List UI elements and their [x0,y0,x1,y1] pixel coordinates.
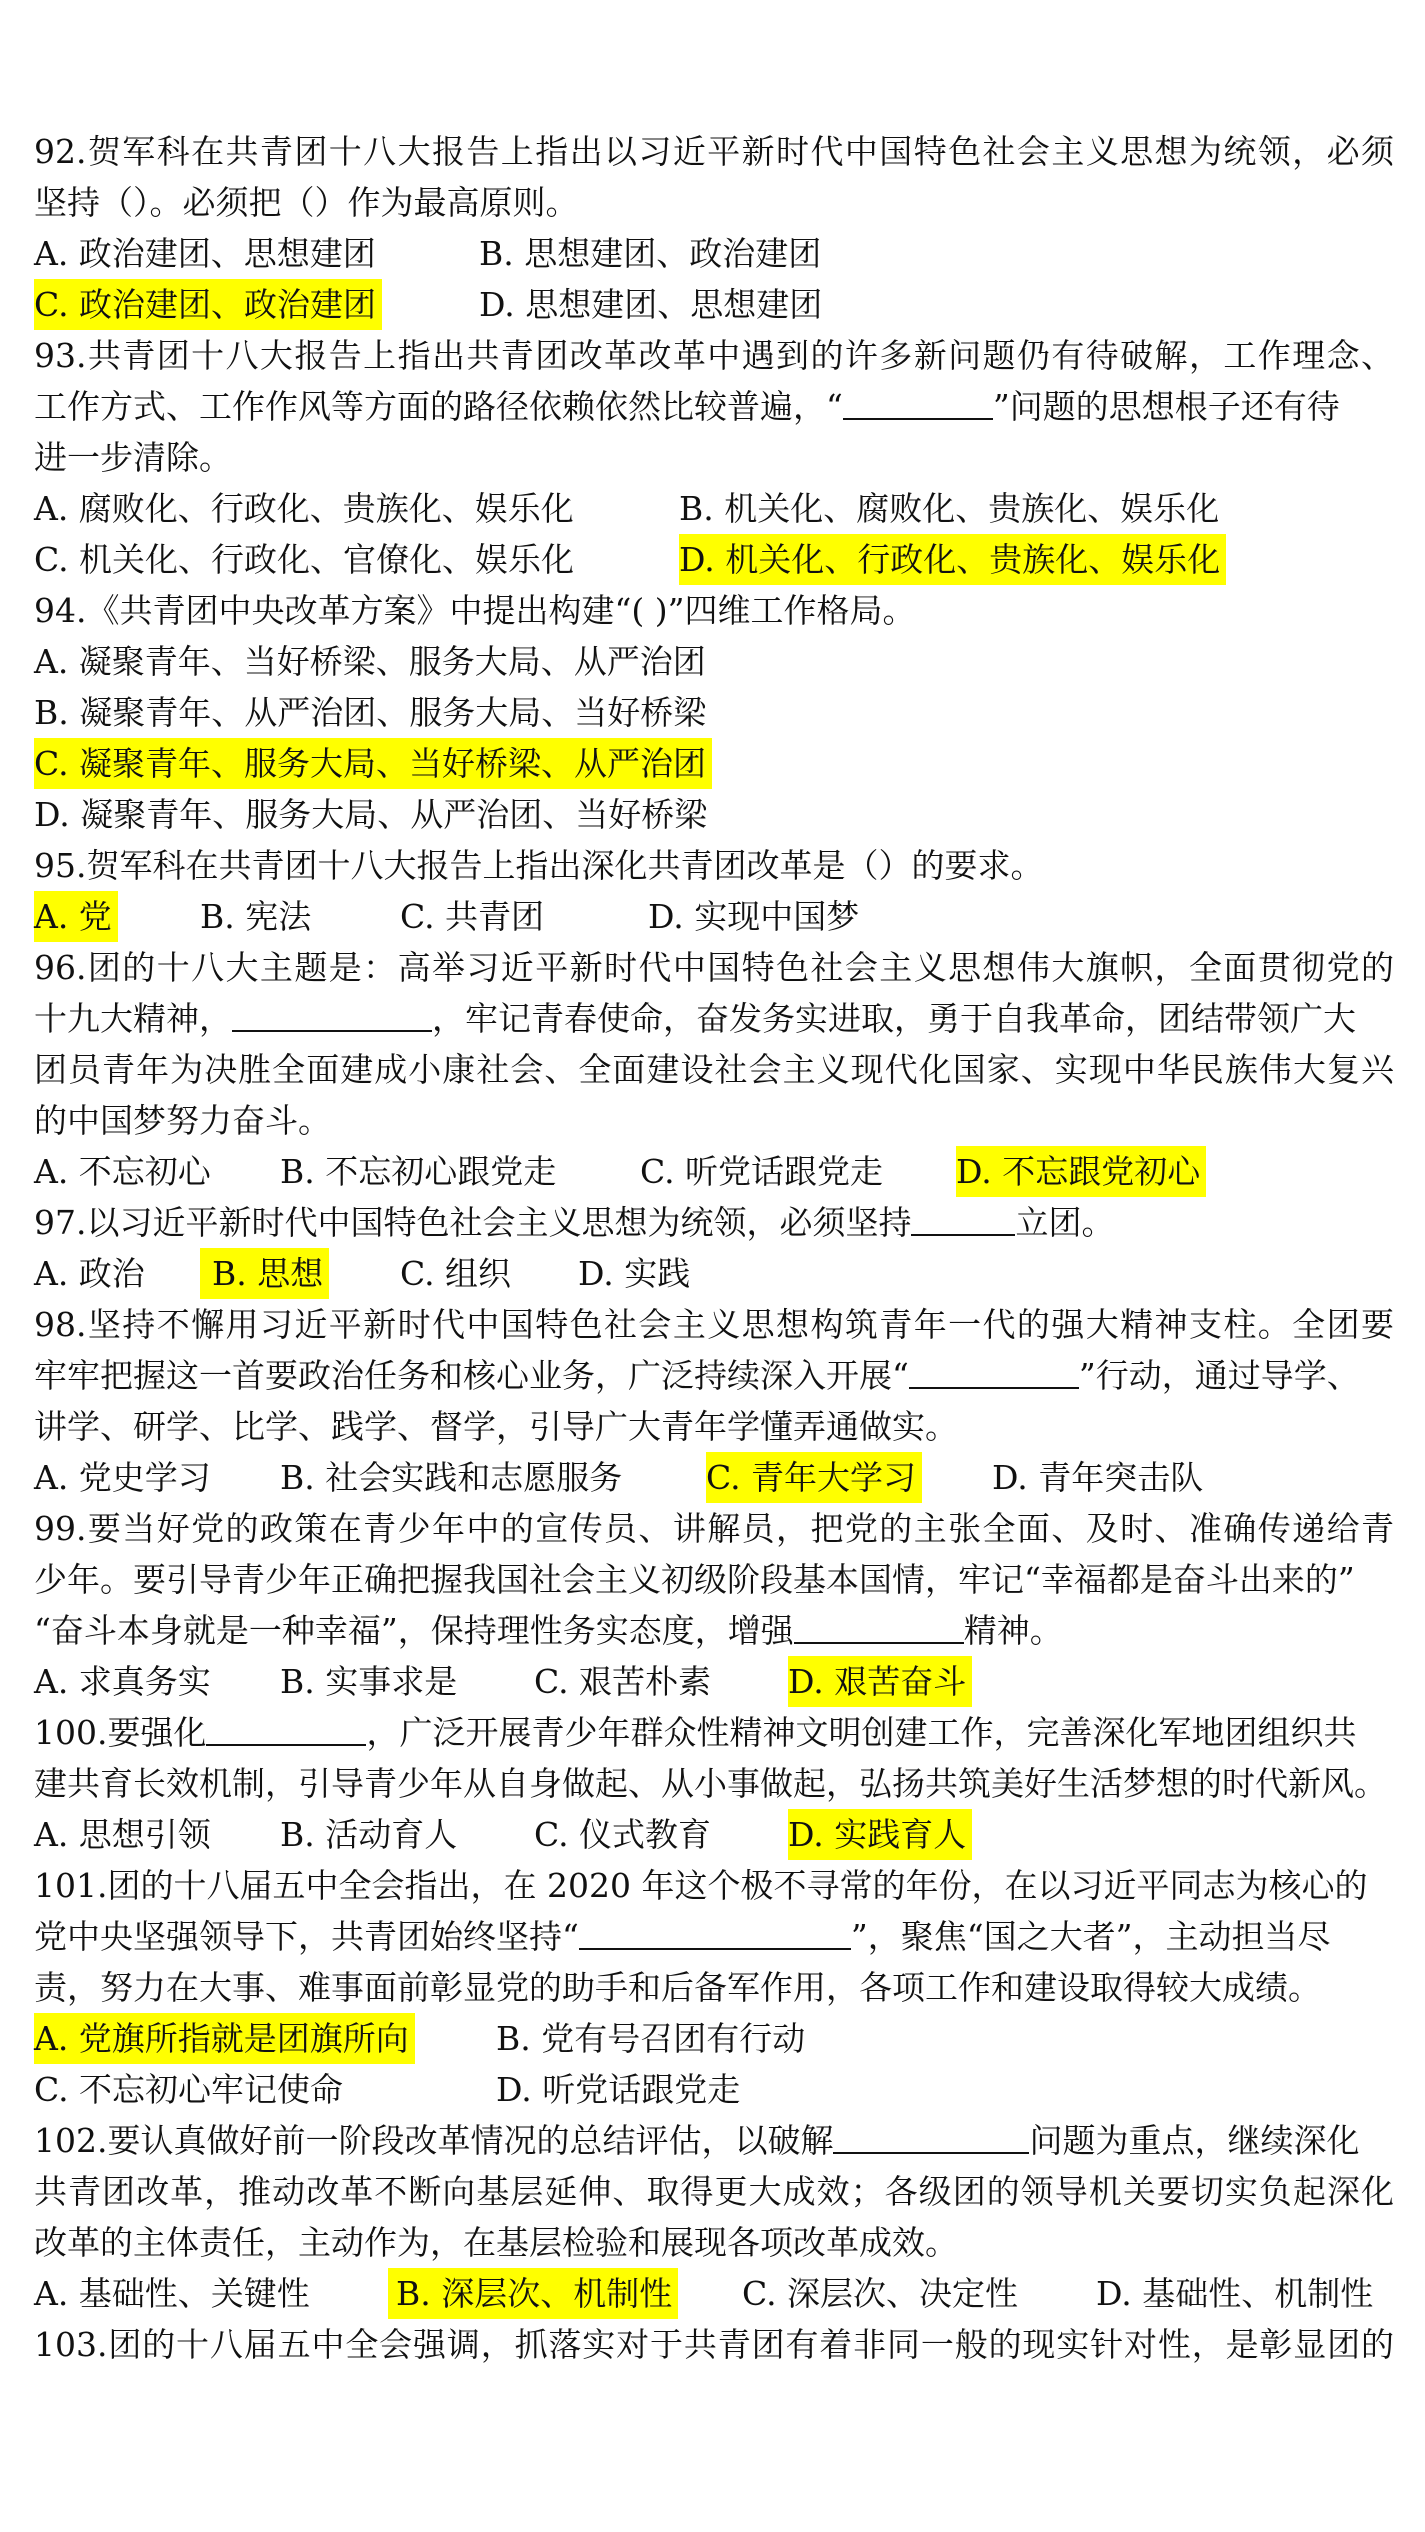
question-96-stem-4 [34,1095,1394,1146]
q99-line-1: 99.要当好党的政策在青少年中的宣传员、讲解员，把党的主张全面、及时、准确传递给青 [34,1509,1394,1548]
question-101-stem [34,1860,1394,1911]
q94-row-b [34,687,1394,738]
question-101-stem-2 [34,1911,1394,1962]
question-100-stem-2 [34,1758,1394,1809]
q92-option-d[interactable]: D. 思想建团、思想建团 [479,285,823,324]
question-99-stem-2 [34,1554,1394,1605]
question-96-stem [34,942,1394,993]
q93-option-d-answer[interactable]: D. 机关化、行政化、贵族化、娱乐化 [679,534,1226,585]
fill-blank [794,1608,964,1644]
q92-option-c-answer[interactable]: C. 政治建团、政治建团 [34,279,382,330]
q94-line-1: 94.《共青团中央改革方案》中提出构建“( )”四维工作格局。 [34,591,916,630]
question-98-stem-2 [34,1350,1394,1401]
q92-option-b[interactable]: B. 思想建团、政治建团 [479,234,822,273]
q102-option-a[interactable]: A. 基础性、关键性 [34,2274,310,2313]
q95-option-b[interactable]: B. 宪法 [200,897,312,936]
q95-option-d[interactable]: D. 实现中国梦 [648,897,860,936]
q99-option-d-answer[interactable]: D. 艰苦奋斗 [788,1656,972,1707]
question-102-stem [34,2115,1394,2166]
q102-line-3: 改革的主体责任，主动作为，在基层检验和展现各项改革成效。 [34,2223,958,2262]
question-99-stem [34,1503,1394,1554]
q102-option-c[interactable]: C. 深层次、决定性 [742,2274,1019,2313]
q98-option-d[interactable]: D. 青年突击队 [992,1458,1204,1497]
q98-line-1: 98.坚持不懈用习近平新时代中国特色社会主义思想构筑青年一代的强大精神支柱。全团要 [34,1305,1394,1344]
q93-option-a[interactable]: A. 腐败化、行政化、贵族化、娱乐化 [34,489,574,528]
question-102-options [34,2268,1394,2319]
q95-option-a-answer[interactable]: A. 党 [34,891,118,942]
q101-option-c[interactable]: C. 不忘初心牢记使命 [34,2070,344,2109]
q92-line-1: 92.贺军科在共青团十八大报告上指出以习近平新时代中国特色社会主义思想为统领，必须 [34,132,1394,171]
q94-option-b[interactable]: B. 凝聚青年、从严治团、服务大局、当好桥梁 [34,693,707,732]
q102-line-1b: 问题为重点，继续深化 [1029,2121,1360,2160]
q94-row-a [34,636,1394,687]
q93-option-c[interactable]: C. 机关化、行政化、官僚化、娱乐化 [34,540,575,579]
question-97-options [34,1248,1394,1299]
q94-row-c [34,738,1394,789]
q94-option-c-answer[interactable]: C. 凝聚青年、服务大局、当好桥梁、从严治团 [34,738,712,789]
q99-option-a[interactable]: A. 求真务实 [34,1662,211,1701]
q98-option-c-answer[interactable]: C. 青年大学习 [706,1452,922,1503]
q96-option-c[interactable]: C. 听党话跟党走 [640,1152,884,1191]
q98-option-b[interactable]: B. 社会实践和志愿服务 [280,1458,623,1497]
q99-line-2: 少年。要引导青少年正确把握我国社会主义初级阶段基本国情，牢记“幸福都是奋斗出来的” [34,1560,1355,1599]
q97-line-1a: 97.以习近平新时代中国特色社会主义思想为统领，必须坚持 [34,1203,912,1242]
q93-line-1: 93.共青团十八大报告上指出共青团改革改革中遇到的许多新问题仍有待破解，工作理念、 [34,336,1394,375]
q96-line-2b: ，牢记青春使命，奋发务实进取，勇于自我革命，团结带领广大 [432,999,1356,1038]
q93-line-2b: ”问题的思想根子还有待 [992,387,1340,426]
q93-line-2a: 工作方式、工作作风等方面的路径依赖依然比较普遍，“ [34,387,843,426]
question-97-stem [34,1197,1394,1248]
question-99-stem-3 [34,1605,1394,1656]
q100-option-b[interactable]: B. 活动育人 [280,1815,458,1854]
question-92-stem-2 [34,177,1394,228]
question-92-options-cd [34,279,1394,330]
q99-line-3b: 精神。 [963,1611,1063,1650]
question-101-options-ab [34,2013,1394,2064]
q98-option-a[interactable]: A. 党史学习 [34,1458,211,1497]
question-92-options-ab [34,228,1394,279]
q97-option-b-answer[interactable]: B. 思想 [200,1248,329,1299]
q100-line-1b: ，广泛开展青少年群众性精神文明创建工作，完善深化军地团组织共 [366,1713,1357,1752]
q100-option-a[interactable]: A. 思想引领 [34,1815,211,1854]
q96-line-2a: 十九大精神， [34,999,232,1038]
q94-option-d[interactable]: D. 凝聚青年、服务大局、从严治团、当好桥梁 [34,795,708,834]
question-102-stem-2 [34,2166,1394,2217]
question-102-stem-3 [34,2217,1394,2268]
q100-line-1a: 100.要强化 [34,1713,207,1752]
q96-option-b[interactable]: B. 不忘初心跟党走 [280,1152,557,1191]
document-page [34,126,1394,2370]
q94-option-a[interactable]: A. 凝聚青年、当好桥梁、服务大局、从严治团 [34,642,706,681]
q100-line-2: 建共育长效机制，引导青少年从自身做起、从小事做起，弘扬共筑美好生活梦想的时代新风。 [34,1764,1387,1803]
q101-line-2b: ”，聚焦“国之大者”，主动担当尽 [850,1917,1331,1956]
q95-option-c[interactable]: C. 共青团 [400,897,545,936]
q96-option-a[interactable]: A. 不忘初心 [34,1152,211,1191]
question-100-stem [34,1707,1394,1758]
q101-option-a-answer[interactable]: A. 党旗所指就是团旗所向 [34,2013,415,2064]
q96-line-1: 96.团的十八大主题是：高举习近平新时代中国特色社会主义思想伟大旗帜，全面贯彻党的 [34,948,1394,987]
q92-option-a[interactable]: A. 政治建团、思想建团 [34,234,376,273]
fill-blank [843,384,993,420]
q95-line-1: 95.贺军科在共青团十八大报告上指出深化共青团改革是（）的要求。 [34,846,1044,885]
q99-option-b[interactable]: B. 实事求是 [280,1662,458,1701]
question-96-options [34,1146,1394,1197]
fill-blank [911,1200,1015,1236]
q96-option-d-answer[interactable]: D. 不忘跟党初心 [956,1146,1206,1197]
question-96-stem-3 [34,1044,1394,1095]
q103-line-1: 103.团的十八届五中全会强调，抓落实对于共青团有着非同一般的现实针对性，是彰显团的 [34,2325,1394,2364]
q101-option-b[interactable]: B. 党有号召团有行动 [496,2019,806,2058]
question-94-stem [34,585,1394,636]
fill-blank [232,996,432,1032]
q101-line-2a: 党中央坚强领导下，共青团始终坚持“ [34,1917,579,1956]
q97-option-a[interactable]: A. 政治 [34,1254,145,1293]
q102-option-d[interactable]: D. 基础性、机制性 [1096,2274,1374,2313]
q98-line-3: 讲学、研学、比学、践学、督学，引导广大青年学懂弄通做实。 [34,1407,958,1446]
question-93-stem [34,330,1394,381]
question-93-stem-2 [34,381,1394,432]
q94-row-d [34,789,1394,840]
question-96-stem-2 [34,993,1394,1044]
q98-line-2a: 牢牢把握这一首要政治任务和核心业务，广泛持续深入开展“ [34,1356,909,1395]
q93-option-b[interactable]: B. 机关化、腐败化、贵族化、娱乐化 [679,489,1220,528]
q98-line-2b: ”行动，通过导学、 [1078,1356,1360,1395]
question-93-options-ab [34,483,1394,534]
q97-option-d[interactable]: D. 实践 [578,1254,691,1293]
question-101-options-cd [34,2064,1394,2115]
question-100-options [34,1809,1394,1860]
question-101-stem-3 [34,1962,1394,2013]
q101-option-d[interactable]: D. 听党话跟党走 [496,2070,741,2109]
question-95-stem [34,840,1394,891]
fill-blank [909,1353,1079,1389]
q99-option-c[interactable]: C. 艰苦朴素 [534,1662,712,1701]
q100-option-d-answer[interactable]: D. 实践育人 [788,1809,972,1860]
fill-blank [579,1914,851,1950]
q102-line-1a: 102.要认真做好前一阶段改革情况的总结评估，以破解 [34,2121,834,2160]
q102-line-2: 共青团改革，推动改革不断向基层延伸、取得更大成效；各级团的领导机关要切实负起深化 [34,2172,1394,2211]
q97-line-1b: 立团。 [1015,1203,1115,1242]
question-95-options [34,891,1394,942]
question-98-options [34,1452,1394,1503]
question-92-stem [34,126,1394,177]
q92-line-2: 坚持（）。必须把（）作为最高原则。 [34,183,579,222]
fill-blank [833,2118,1029,2154]
q99-line-3a: “奋斗本身就是一种幸福”，保持理性务实态度，增强 [34,1611,794,1650]
question-98-stem-3 [34,1401,1394,1452]
q101-line-1: 101.团的十八届五中全会指出，在 2020 年这个极不寻常的年份，在以习近平同志为核心的 [34,1866,1368,1905]
q93-line-3: 进一步清除。 [34,438,232,477]
q96-line-4: 的中国梦努力奋斗。 [34,1101,331,1140]
question-103-stem [34,2319,1394,2370]
q101-line-3: 责，努力在大事、难事面前彰显党的助手和后备军作用，各项工作和建设取得较大成绩。 [34,1968,1321,2007]
question-98-stem [34,1299,1394,1350]
question-93-options-cd [34,534,1394,585]
q100-option-c[interactable]: C. 仪式教育 [534,1815,712,1854]
question-93-stem-3 [34,432,1394,483]
fill-blank [206,1710,366,1746]
q96-line-3: 团员青年为决胜全面建成小康社会、全面建设社会主义现代化国家、实现中华民族伟大复兴 [34,1050,1394,1089]
q97-option-c[interactable]: C. 组织 [400,1254,512,1293]
q102-option-b-answer[interactable]: B. 深层次、机制性 [388,2268,678,2319]
question-99-options [34,1656,1394,1707]
